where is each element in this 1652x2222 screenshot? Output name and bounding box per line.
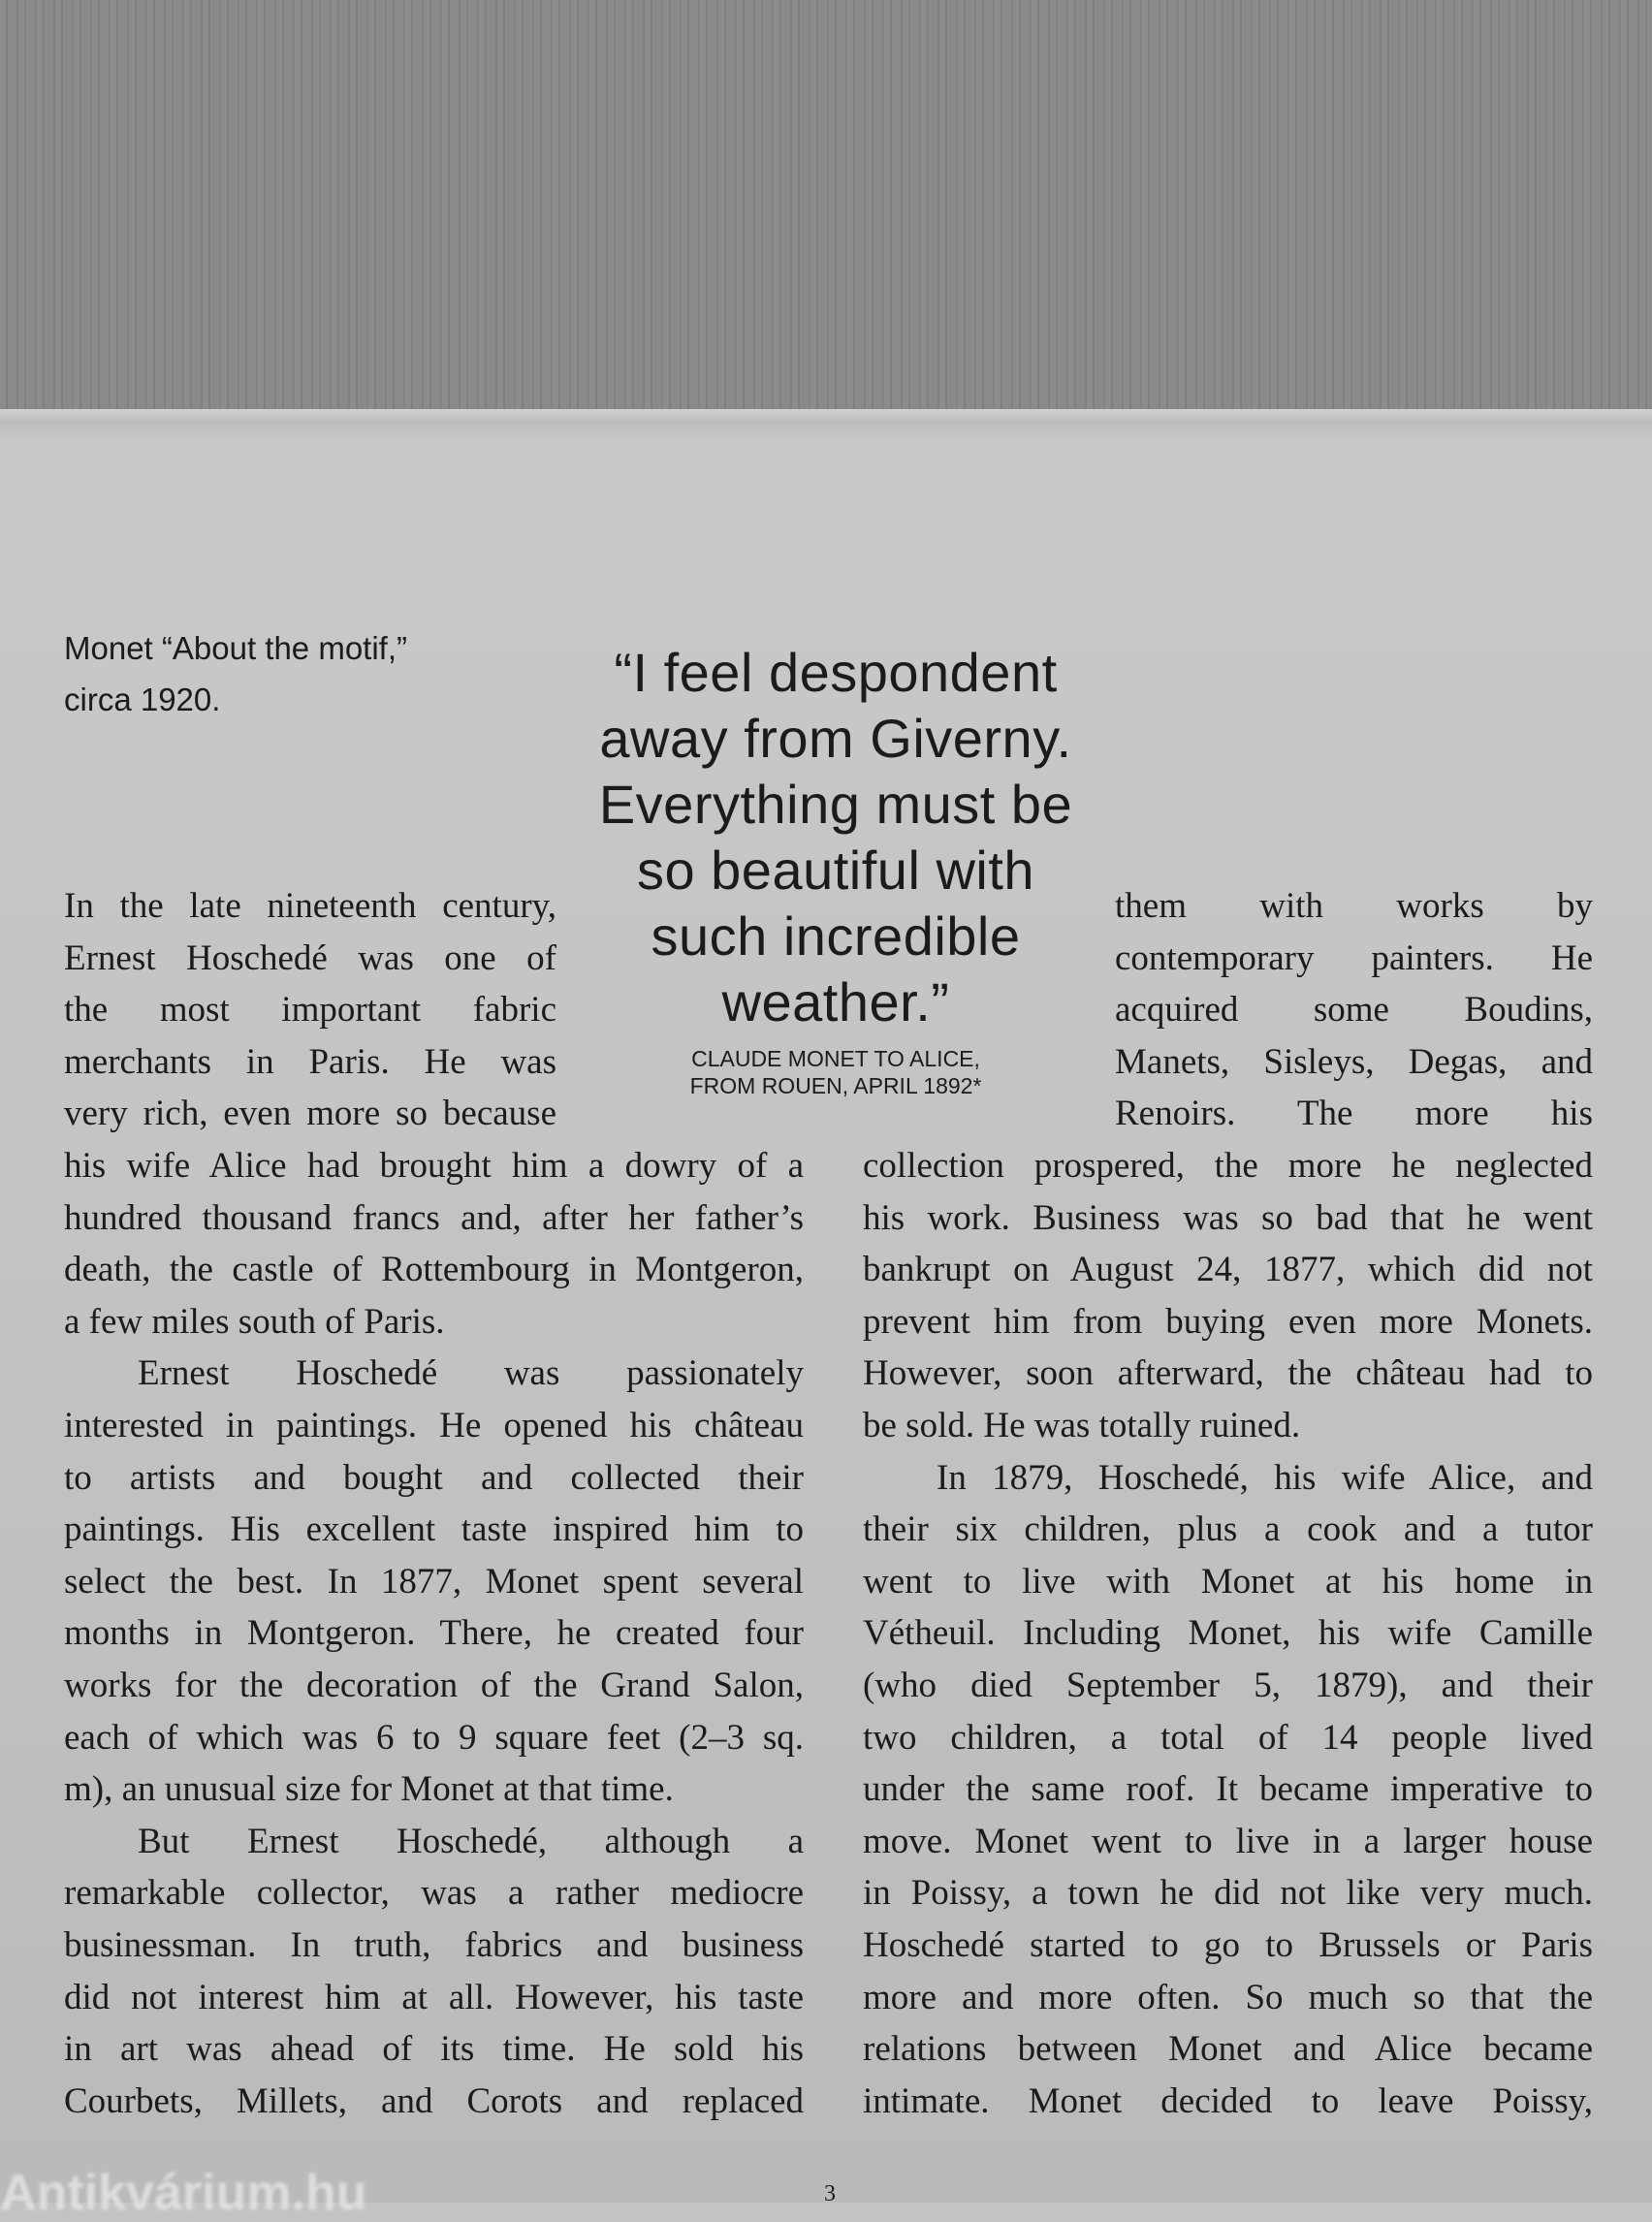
text-line: their six children, plus a cook and a tutor	[863, 1509, 1593, 1550]
quote-line: such incredible	[651, 905, 1021, 967]
text-line: months in Montgeron. There, he created four	[64, 1613, 804, 1654]
text-line: acquired some Boudins,	[1115, 990, 1593, 1031]
text-line: in art was ahead of its time. He sold his	[64, 2029, 804, 2070]
text-line: Ernest Hoschedé was one of	[64, 937, 556, 978]
quote-line: “I feel despondent	[614, 642, 1058, 703]
photo-caption	[64, 622, 407, 725]
text-line: Courbets, Millets, and Corots and replaced	[64, 2080, 804, 2121]
quote-attribution	[564, 1045, 1107, 1099]
quote-line: Everything must be	[598, 774, 1073, 835]
text-line: more and more often. So much so that the	[863, 1977, 1593, 2017]
text-line: his wife Alice had brought him a dowry of a	[64, 1146, 804, 1186]
text-line: Ernest Hoschedé was passionately	[138, 1353, 804, 1394]
right-column-top	[1115, 880, 1593, 1140]
text-line: In the late nineteenth century,	[64, 886, 556, 926]
text-line: works for the decoration of the Grand Salon,	[64, 1665, 804, 1705]
text-line: his work. Business was so bad that he went	[863, 1197, 1593, 1238]
text-line: Manets, Sisleys, Degas, and	[1115, 1041, 1593, 1082]
caption-line: Monet “About the motif,”	[64, 630, 407, 666]
text-line: in Poissy, a town he did not like very much.	[863, 1873, 1593, 1914]
text-line: be sold. He was totally ruined.	[863, 1405, 1301, 1445]
text-line: collection prospered, the more he neglected	[863, 1146, 1593, 1186]
background-surface	[0, 0, 1652, 412]
text-line: bankrupt on August 24, 1877, which did not	[863, 1250, 1593, 1290]
text-line: However, soon afterward, the château had to	[863, 1353, 1593, 1394]
left-column-top	[64, 880, 556, 1140]
text-line: move. Monet went to live in a larger house	[863, 1821, 1593, 1861]
attribution-line: FROM ROUEN, APRIL 1892*	[689, 1073, 982, 1098]
text-line: m), an unusual size for Monet at that time.	[64, 1769, 674, 1810]
text-line: remarkable collector, was a rather mediocre	[64, 1873, 804, 1914]
text-line: interested in paintings. He opened his château	[64, 1405, 804, 1445]
caption-line: circa 1920.	[64, 682, 221, 717]
text-line: death, the castle of Rottembourg in Montgeron,	[64, 1250, 804, 1290]
text-line: relations between Monet and Alice became	[863, 2029, 1593, 2070]
text-line: contemporary painters. He	[1115, 937, 1593, 978]
text-line: went to live with Monet at his home in	[863, 1561, 1593, 1602]
text-line: a few miles south of Paris.	[64, 1301, 445, 1342]
text-line: two children, a total of 14 people lived	[863, 1717, 1593, 1758]
page-number: 3	[824, 2181, 836, 2206]
page-edge	[0, 409, 1652, 442]
text-line: intimate. Monet decided to leave Poissy,	[863, 2080, 1593, 2121]
text-line: each of which was 6 to 9 square feet (2–3 sq.	[64, 1717, 804, 1758]
text-line: merchants in Paris. He was	[64, 1041, 556, 1082]
text-line: under the same roof. It became imperative to	[863, 1769, 1593, 1810]
watermark: Antikvárium.hu	[0, 2165, 367, 2221]
text-line: (who died September 5, 1879), and their	[863, 1665, 1593, 1705]
text-line: paintings. His excellent taste inspired him to	[64, 1509, 804, 1550]
quote-line: so beautiful with	[636, 840, 1035, 901]
text-line: businessman. In truth, fabrics and business	[64, 1924, 804, 1965]
right-column-main	[863, 1140, 1593, 2127]
text-line: Vétheuil. Including Monet, his wife Camille	[863, 1613, 1593, 1654]
pull-quote	[564, 640, 1107, 1035]
text-line: Hoschedé started to go to Brussels or Paris	[863, 1924, 1593, 1965]
text-line: In 1879, Hoschedé, his wife Alice, and	[937, 1457, 1593, 1498]
text-line: select the best. In 1877, Monet spent several	[64, 1561, 804, 1602]
attribution-line: CLAUDE MONET TO ALICE,	[691, 1046, 980, 1071]
quote-line: weather.”	[721, 971, 950, 1032]
text-line: them with works by	[1115, 886, 1593, 926]
left-column-main	[64, 1140, 804, 2127]
text-line: the most important fabric	[64, 990, 556, 1031]
text-line: Renoirs. The more his	[1115, 1094, 1593, 1134]
text-line: to artists and bought and collected their	[64, 1457, 804, 1498]
text-line: did not interest him at all. However, his taste	[64, 1977, 804, 2017]
text-line: But Ernest Hoschedé, although a	[138, 1821, 804, 1861]
text-line: very rich, even more so because	[64, 1094, 556, 1134]
text-line: hundred thousand francs and, after her father’s	[64, 1197, 804, 1238]
text-line: prevent him from buying even more Monets.	[863, 1301, 1593, 1342]
quote-line: away from Giverny.	[599, 708, 1072, 769]
